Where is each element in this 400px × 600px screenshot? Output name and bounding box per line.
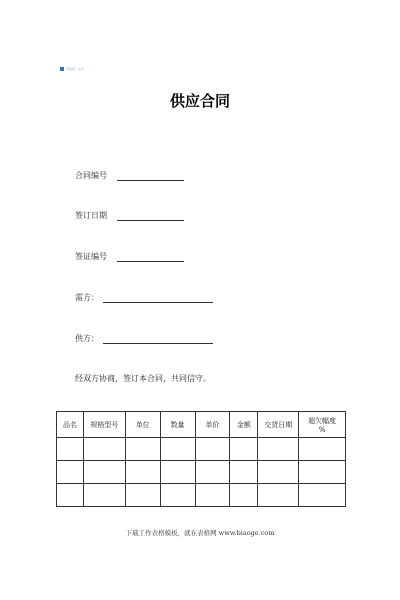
supplier-blank[interactable] xyxy=(103,334,213,344)
supplier-label: 供方： xyxy=(75,334,99,343)
header-spec-model: 规格型号 xyxy=(83,412,125,438)
table-cell[interactable] xyxy=(160,438,195,461)
logo-square-icon xyxy=(60,67,64,71)
table-cell[interactable] xyxy=(125,461,160,484)
table-cell[interactable] xyxy=(195,461,230,484)
buyer-field xyxy=(75,292,213,303)
table-cell[interactable] xyxy=(299,438,346,461)
table-cell[interactable] xyxy=(258,461,299,484)
document-title: 供应合同 xyxy=(169,92,230,110)
footer-note: 下载工作表格模板，就在表格网 www.biaoge.com xyxy=(125,529,275,537)
certification-number-field xyxy=(75,251,184,262)
table-cell[interactable] xyxy=(195,438,230,461)
table-cell[interactable] xyxy=(125,438,160,461)
table-cell[interactable] xyxy=(160,484,195,507)
sign-date-field xyxy=(75,210,184,221)
table-cell[interactable] xyxy=(230,484,258,507)
table-row xyxy=(57,438,346,461)
header-unit-price: 单价 xyxy=(195,412,230,438)
table-row xyxy=(57,461,346,484)
supplier-field xyxy=(75,333,213,344)
certification-number-blank[interactable] xyxy=(117,252,184,262)
header-unit: 单位 xyxy=(125,412,160,438)
buyer-blank[interactable] xyxy=(103,293,213,303)
table-header-row xyxy=(57,412,346,438)
table-cell[interactable] xyxy=(125,484,160,507)
certification-number-label: 签证编号 xyxy=(75,252,107,261)
table-row xyxy=(57,484,346,507)
header-amount: 金额 xyxy=(230,412,258,438)
contract-number-field xyxy=(75,170,184,181)
table-cell[interactable] xyxy=(57,438,84,461)
header-tolerance-line2: % xyxy=(318,425,326,434)
sign-date-label: 签订日期 xyxy=(75,211,107,220)
contract-number-blank[interactable] xyxy=(117,171,184,181)
table-cell[interactable] xyxy=(230,461,258,484)
sign-date-blank[interactable] xyxy=(117,211,184,221)
header-quantity: 数量 xyxy=(160,412,195,438)
table-cell[interactable] xyxy=(83,484,125,507)
logo-text: 表格网 · 文档 xyxy=(66,67,84,71)
goods-table xyxy=(56,411,346,507)
agreement-statement: 经双方协商，签订本合同，共同信守。 xyxy=(75,374,211,383)
header-product-name: 品名 xyxy=(57,412,84,438)
header-tolerance xyxy=(299,412,346,438)
site-logo xyxy=(60,67,84,71)
table-cell[interactable] xyxy=(57,461,84,484)
header-delivery-date: 交货日期 xyxy=(258,412,299,438)
table-cell[interactable] xyxy=(195,484,230,507)
table-cell[interactable] xyxy=(258,438,299,461)
table-cell[interactable] xyxy=(160,461,195,484)
header-tolerance-line1: 超欠幅度 xyxy=(308,416,337,425)
table-cell[interactable] xyxy=(299,461,346,484)
table-cell[interactable] xyxy=(83,461,125,484)
table-cell[interactable] xyxy=(57,484,84,507)
buyer-label: 需方： xyxy=(75,293,99,302)
table-cell[interactable] xyxy=(258,484,299,507)
table-cell[interactable] xyxy=(299,484,346,507)
contract-number-label: 合同编号 xyxy=(75,171,107,180)
table-cell[interactable] xyxy=(83,438,125,461)
table-cell[interactable] xyxy=(230,438,258,461)
